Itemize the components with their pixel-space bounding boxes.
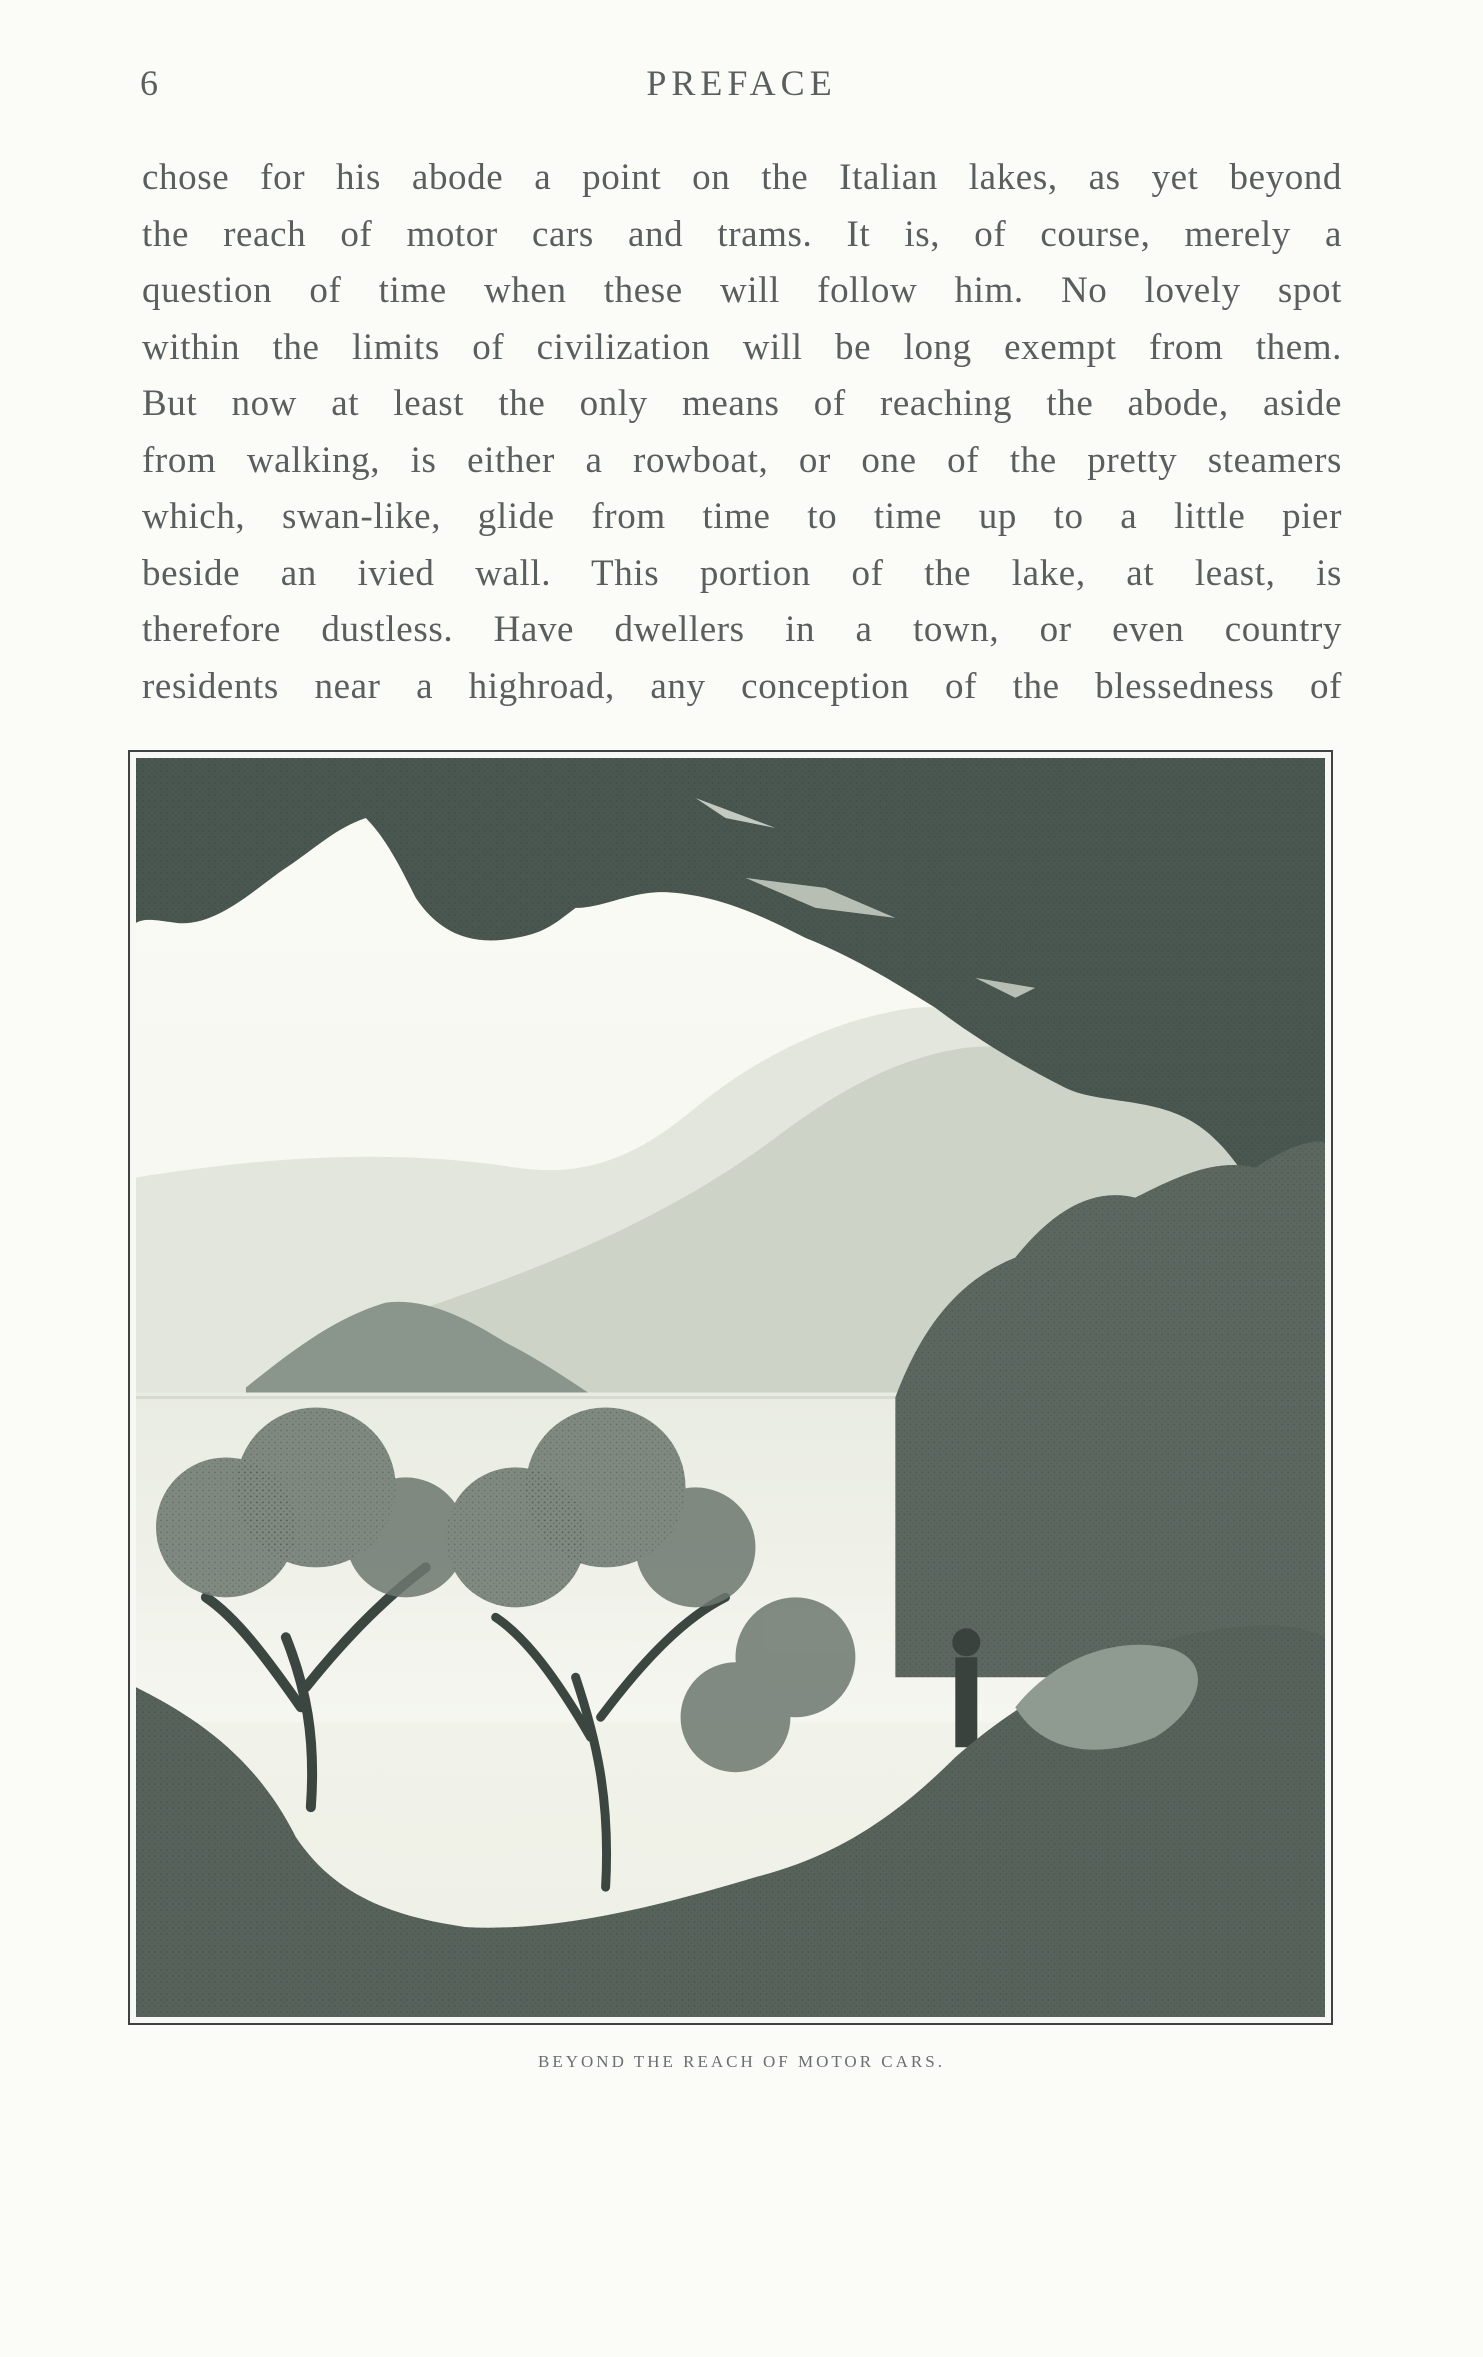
text-line: But now at least the only means of reaching the abode, aside: [142, 383, 1342, 424]
running-title: PREFACE: [646, 63, 837, 103]
photograph-plate: [128, 750, 1333, 2025]
text-line: question of time when these will follow him. No lovely spot: [142, 270, 1342, 311]
text-line: the reach of motor cars and trams. It is, of course, merely a: [142, 213, 1342, 255]
text-line: from walking, is either a rowboat, or one of the pretty steamers: [142, 439, 1342, 481]
text-line: beside an ivied wall. This portion of the lake, at least, is: [142, 552, 1342, 594]
text-line: residents near a highroad, any conception of the blessedness of: [142, 665, 1342, 707]
lake-landscape-photo: [136, 758, 1325, 2017]
text-line: which, swan-like, glide from time to time up to a little pier: [142, 496, 1342, 537]
text-line: chose for his abode a point on the Italian lakes, as yet beyond: [142, 157, 1342, 198]
body-text: [142, 150, 1342, 715]
page-number: 6: [140, 63, 159, 103]
text-line: within the limits of civilization will be long exempt from them.: [142, 326, 1342, 368]
text-line: therefore dustless. Have dwellers in a town, or even country: [142, 609, 1342, 650]
figure-caption: BEYOND THE REACH OF MOTOR CARS.: [538, 2052, 945, 2071]
